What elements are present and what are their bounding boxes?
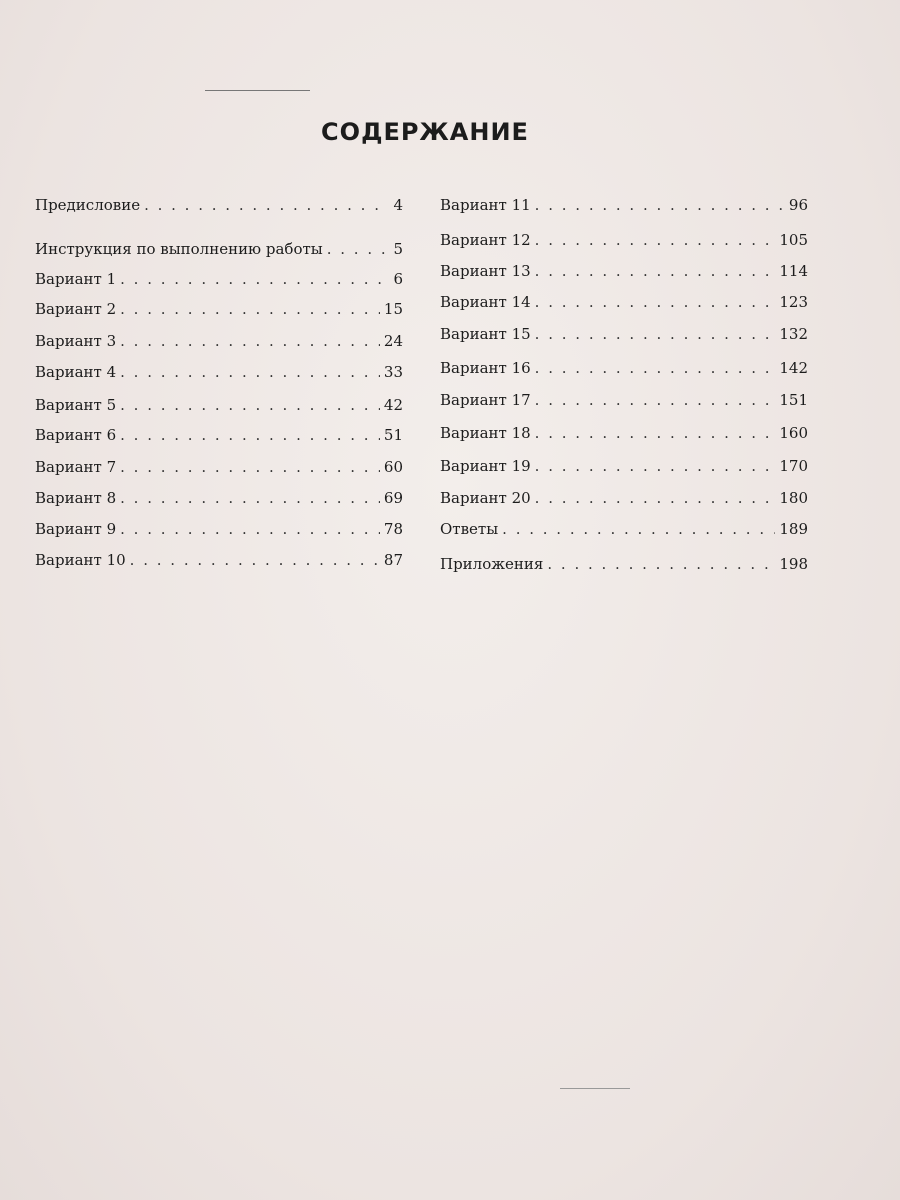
toc-entry[interactable] (440, 391, 808, 409)
toc-entry[interactable] (35, 196, 403, 214)
toc-entry[interactable] (440, 293, 808, 311)
toc-entry-page: 87 (383, 551, 403, 569)
toc-entry[interactable] (35, 551, 403, 569)
toc-entry[interactable] (35, 270, 403, 288)
toc-entry-label: Вариант 3 (35, 332, 117, 350)
toc-entry[interactable] (440, 489, 808, 507)
toc-entry-label: Вариант 9 (35, 520, 117, 538)
toc-entry[interactable] (35, 426, 403, 444)
toc-leader-dots (535, 325, 776, 343)
toc-leader-dots (535, 359, 776, 377)
toc-entry[interactable] (440, 196, 808, 214)
toc-entry-label: Вариант 18 (440, 424, 531, 442)
toc-entry[interactable] (440, 262, 808, 280)
toc-entry-page: 198 (779, 555, 808, 573)
toc-leader-dots (144, 196, 389, 214)
toc-entry-page: 15 (383, 300, 403, 318)
toc-entry-page: 96 (788, 196, 808, 214)
decorative-rule (205, 90, 310, 91)
toc-entry-label: Вариант 16 (440, 359, 531, 377)
toc-entry[interactable] (35, 240, 403, 258)
toc-entry-page: 123 (779, 293, 808, 311)
toc-entry-page: 132 (779, 325, 808, 343)
toc-leader-dots (120, 520, 380, 538)
toc-entry-page: 78 (383, 520, 403, 538)
toc-entry[interactable] (440, 520, 808, 538)
toc-entry[interactable] (440, 325, 808, 343)
toc-entry-page: 69 (383, 489, 403, 507)
toc-leader-dots (535, 293, 776, 311)
toc-entry-page: 189 (779, 520, 808, 538)
toc-entry[interactable] (440, 424, 808, 442)
toc-entry[interactable] (440, 231, 808, 249)
toc-entry-page: 170 (779, 457, 808, 475)
toc-leader-dots (120, 426, 380, 444)
toc-leader-dots (130, 551, 380, 569)
toc-leader-dots (502, 520, 775, 538)
toc-leader-dots (120, 489, 380, 507)
toc-entry-label: Вариант 13 (440, 262, 531, 280)
toc-entry-page: 42 (383, 396, 403, 414)
toc-entry-label: Вариант 5 (35, 396, 117, 414)
toc-entry[interactable] (35, 489, 403, 507)
toc-entry-label: Вариант 11 (440, 196, 531, 214)
toc-entry-page: 151 (779, 391, 808, 409)
toc-entry[interactable] (35, 520, 403, 538)
toc-leader-dots (547, 555, 775, 573)
toc-leader-dots (535, 196, 785, 214)
toc-entry-label: Вариант 17 (440, 391, 531, 409)
toc-entry-label: Вариант 7 (35, 458, 117, 476)
toc-entry[interactable] (440, 457, 808, 475)
toc-leader-dots (120, 332, 380, 350)
page-title: СОДЕРЖАНИЕ (321, 118, 529, 146)
toc-entry-page: 51 (383, 426, 403, 444)
toc-entry-page: 160 (779, 424, 808, 442)
toc-leader-dots (120, 363, 380, 381)
toc-entry-page: 142 (779, 359, 808, 377)
toc-entry-label: Вариант 19 (440, 457, 531, 475)
toc-entry-label: Вариант 2 (35, 300, 117, 318)
toc-entry-label: Вариант 10 (35, 551, 126, 569)
toc-entry-page: 33 (383, 363, 403, 381)
toc-entry-page: 24 (383, 332, 403, 350)
toc-leader-dots (535, 231, 776, 249)
toc-entry-label: Вариант 4 (35, 363, 117, 381)
toc-entry[interactable] (440, 555, 808, 573)
toc-entry-label: Вариант 20 (440, 489, 531, 507)
toc-entry-label: Вариант 12 (440, 231, 531, 249)
toc-entry[interactable] (35, 300, 403, 318)
toc-entry-label: Вариант 1 (35, 270, 117, 288)
toc-entry-page: 5 (393, 240, 403, 258)
toc-entry[interactable] (35, 332, 403, 350)
toc-leader-dots (327, 240, 390, 258)
toc-leader-dots (535, 391, 776, 409)
toc-entry[interactable] (35, 458, 403, 476)
toc-entry-label: Ответы (440, 520, 499, 538)
toc-leader-dots (120, 396, 380, 414)
toc-leader-dots (120, 458, 380, 476)
toc-entry-label: Приложения (440, 555, 544, 573)
toc-entry[interactable] (35, 396, 403, 414)
toc-leader-dots (535, 457, 776, 475)
toc-entry-label: Предисловие (35, 196, 141, 214)
toc-entry-label: Инструкция по выполнению работы (35, 240, 323, 258)
toc-entry-page: 6 (393, 270, 403, 288)
toc-entry-page: 114 (779, 262, 808, 280)
decorative-rule (560, 1088, 630, 1089)
toc-entry-page: 180 (779, 489, 808, 507)
toc-leader-dots (535, 262, 776, 280)
toc-entry-label: Вариант 6 (35, 426, 117, 444)
toc-entry[interactable] (440, 359, 808, 377)
toc-entry-page: 105 (779, 231, 808, 249)
toc-entry-label: Вариант 15 (440, 325, 531, 343)
toc-leader-dots (535, 489, 776, 507)
toc-entry-page: 4 (393, 196, 403, 214)
toc-entry-label: Вариант 14 (440, 293, 531, 311)
toc-leader-dots (120, 270, 389, 288)
toc-entry-label: Вариант 8 (35, 489, 117, 507)
toc-entry[interactable] (35, 363, 403, 381)
toc-entry-page: 60 (383, 458, 403, 476)
toc-leader-dots (535, 424, 776, 442)
toc-leader-dots (120, 300, 380, 318)
